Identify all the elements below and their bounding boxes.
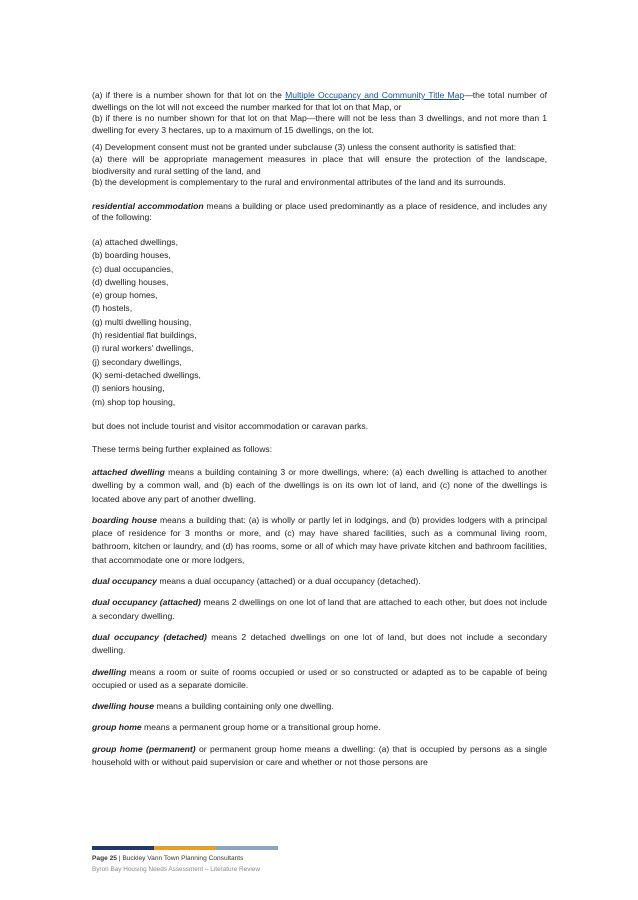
definition-dual-occupancy-attached: dual occupancy (attached) means 2 dwellings on one lot of land that are attached to each other, but does not include a secondary dwelling. [92, 597, 547, 621]
page-number: Page 25 [92, 855, 117, 862]
footer-bar-navy-segment [92, 846, 154, 850]
explained-intro: These terms being further explained as follows: [92, 444, 273, 455]
definition-dual-occupancy-detached: dual occupancy (detached) means 2 detached dwellings on one lot of land, but does not include a secondary dwelling. [92, 631, 547, 656]
definition-dwelling: dwelling means a room or suite of rooms occupied or used or so constructed or adapted as to be capable of being occupied or used as a separate domicile. [92, 666, 547, 690]
list-item: (h) residential flat buildings, [92, 330, 197, 341]
list-item: (d) dwelling houses, [92, 276, 169, 287]
footer-page-line: Page 25 | Buckley Vann Town Planning Consultants [92, 855, 244, 862]
definition-term: group home (permanent) [92, 743, 196, 754]
definition-group-home-permanent: group home (permanent) or permanent group home means a dwelling: (a) that is occupied by persons as a single household with or without paid supervision or care and whether or not those persons are [92, 743, 547, 768]
definition-group-home: group home means a permanent group home or a transitional group home. [92, 722, 381, 733]
list-item: (f) hostels, [92, 303, 133, 314]
definition-boarding-house: boarding house means a building that: (a) is wholly or partly let in lodgings, and (b) provides lodgers with a principal place of residence for 3 months or more, and (c) may have shared facilities, such as a communal living room, bathroom, kitchen or laundry, and (d) has rooms, some or all of which may have private kitchen and bathroom facilities, that accommodate one or more lodgers, [92, 514, 548, 565]
definition-term: dwelling house [92, 701, 155, 712]
list-item: (g) multi dwelling housing, [92, 316, 192, 327]
multiple-occupancy-map-link[interactable]: Multiple Occupancy and Community Title Map [285, 90, 465, 100]
footer-bar-blue-segment [216, 846, 278, 850]
list-item: (e) group homes, [92, 290, 158, 301]
list-item: (k) semi-detached dwellings, [92, 369, 201, 380]
clause-4a: (a) there will be appropriate management measures in place that will ensure the protection of the landscape, biodiversity and rural setting of the land, and [92, 153, 547, 176]
definition-term: boarding house [92, 514, 158, 525]
definition-term: attached dwelling [92, 466, 165, 477]
list-item: (j) secondary dwellings, [92, 356, 182, 367]
definition-term: dwelling [92, 666, 127, 677]
definition-dual-occupancy: dual occupancy means a dual occupancy (attached) or a dual occupancy (detached). [92, 576, 421, 587]
definition-attached-dwelling: attached dwelling means a building containing 3 or more dwellings, where: (a) each dwelling is attached to another dwelling by a common wall, and (b) each of the dwellings is on its own lot of land, and (c) none of the dwellings is located above any part of another dwelling. [92, 466, 547, 504]
footer-color-bar [92, 846, 278, 850]
clause-4b: (b) the development is complementary to the rural and environmental attributes of the land and its surrounds. [92, 177, 506, 188]
definition-term: residential accommodation [92, 200, 204, 211]
footer-document-title: Byron Bay Housing Needs Assessment – Literature Review [92, 866, 261, 873]
residential-types-list [92, 236, 547, 409]
list-item: (c) dual occupancies, [92, 263, 174, 274]
clause-3a: (a) if there is a number shown for that lot on the Multiple Occupancy and Community Title Map—the total number of dwellings on the lot will not exceed the number marked for that lot on that Map, or [92, 90, 548, 112]
footer-company: Buckley Vann Town Planning Consultants [122, 855, 244, 862]
list-item: (m) shop top housing, [92, 396, 176, 407]
definition-term: dual occupancy [92, 576, 157, 587]
residential-accommodation-definition: residential accommodation means a building or place used predominantly as a place of residence, and includes any of the following: [92, 200, 547, 223]
list-item: (l) seniors housing, [92, 383, 165, 394]
definition-term: dual occupancy (detached) [92, 631, 207, 642]
clause-4-intro: (4) Development consent must not be granted under subclause (3) unless the consent authority is satisfied that: [92, 142, 517, 153]
clause-3b: (b) if there is no number shown for that lot on that Map—there will not be less than 3 dwellings, and not more than 1 dwelling for every 3 hectares, up to a maximum of 15 dwellings, on the lot. [92, 113, 547, 135]
list-item: (b) boarding houses, [92, 250, 171, 261]
list-item: (a) attached dwellings, [92, 236, 178, 247]
page-content [92, 90, 547, 769]
definition-term: group home [92, 722, 142, 733]
definition-dwelling-house: dwelling house means a building containing only one dwelling. [92, 701, 334, 712]
list-item: (i) rural workers' dwellings, [92, 343, 194, 354]
residential-exclusion: but does not include tourist and visitor accommodation or caravan parks. [92, 420, 369, 431]
footer-bar-orange-segment [154, 846, 216, 850]
definition-term: dual occupancy (attached) [92, 597, 201, 608]
